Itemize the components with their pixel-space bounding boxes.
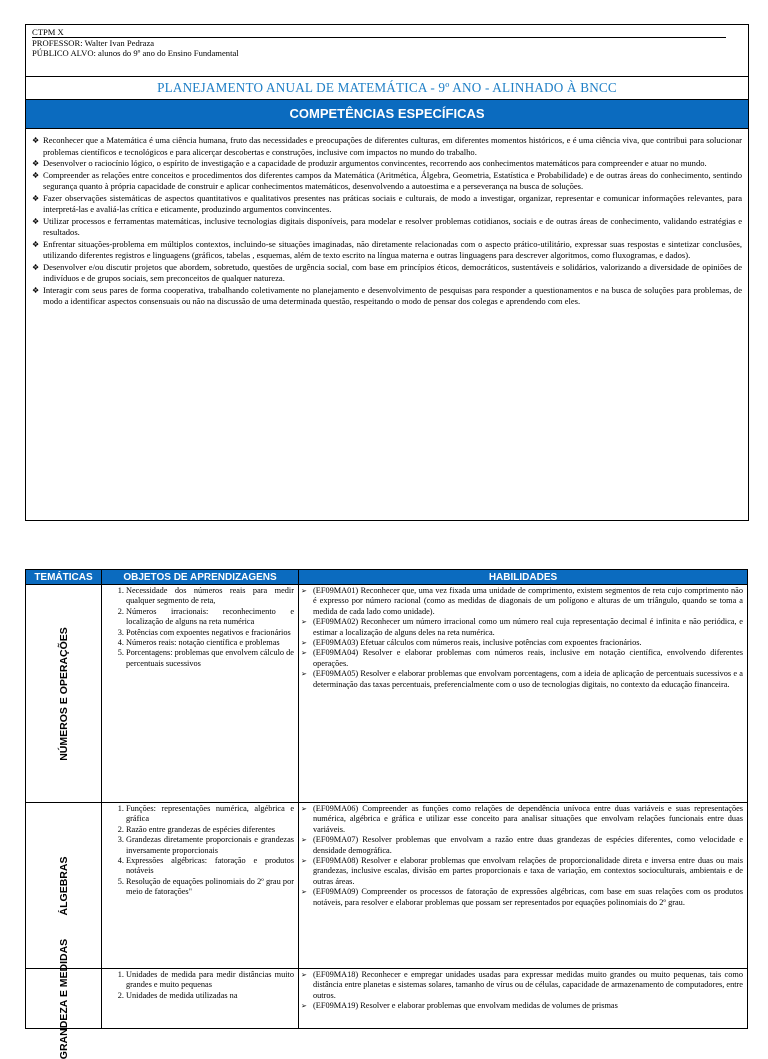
- objeto-item: 4. Expressões algébricas: fatoração e produtos notáveis: [126, 856, 294, 877]
- objeto-item: 5. Porcentagens: problemas que envolvem cálculo de percentuais sucessivos: [126, 648, 294, 669]
- habilidade-text: (EF09MA02) Reconhecer um número irracional como um número real cuja representação decimal é infinita e não periódica, e estimar a localização de alguns deles na reta numérica.: [313, 617, 743, 637]
- target-audience: PÚBLICO ALVO: alunos do 9º ano do Ensino Fundamental: [32, 48, 239, 58]
- diamond-bullet-icon: ❖: [32, 136, 40, 145]
- header-objetos: OBJETOS DE APRENDIZAGENS: [102, 570, 299, 585]
- arrow-bullet-icon: ➢: [301, 888, 307, 897]
- diamond-bullet-icon: ❖: [32, 193, 40, 203]
- habilidade-text: (EF09MA09) Compreender os processos de fatoração de expressões algébricas, com base em suas relações com os produtos notáveis, para resolver e elaborar problemas que possam ser representados por equações polinomiais do 2º grau.: [313, 887, 743, 907]
- competencia-text: Desenvolver e/ou discutir projetos que abordem, sobretudo, questões de urgência social, com base em princípios éticos, democráticos, sustentáveis e solidários, valorizando a diversidade de opiniões de indivíduos e de grupos sociais, sem preconceitos de qualquer natureza.: [43, 261, 742, 283]
- arrow-bullet-icon: ➢: [301, 587, 307, 595]
- habilidades-cell: [299, 585, 748, 803]
- habilidade-item: [301, 970, 743, 1001]
- habilidades-cell: [299, 803, 748, 969]
- diamond-bullet-icon: ❖: [32, 239, 40, 249]
- diamond-bullet-icon: ❖: [32, 216, 40, 226]
- habilidade-item: [301, 804, 743, 835]
- competencias-page: [25, 24, 749, 521]
- arrow-bullet-icon: ➢: [301, 649, 307, 658]
- habilidade-item: [301, 835, 743, 856]
- objeto-item: 1. Unidades de medida para medir distâncias muito grandes e muito pequenas: [126, 970, 294, 991]
- competencias-heading: COMPETÊNCIAS ESPECÍFICAS: [26, 100, 748, 129]
- tematica-cell: [26, 585, 102, 803]
- objeto-item: 2. Números irracionais: reconhecimento e localização de alguns na reta numérica: [126, 607, 294, 628]
- competencia-item: [32, 216, 742, 239]
- table-body: [26, 585, 748, 1059]
- competencias-list: [26, 129, 748, 308]
- table-row: [26, 585, 748, 803]
- objeto-item: 3. Potências com expoentes negativos e fracionários: [126, 628, 294, 638]
- objeto-item: 2. Unidades de medida utilizadas na: [126, 991, 294, 1001]
- arrow-bullet-icon: ➢: [301, 618, 307, 627]
- objeto-item: 2. Razão entre grandezas de espécies diferentes: [126, 825, 294, 835]
- competencia-text: Utilizar processos e ferramentas matemáticas, inclusive tecnologias digitais disponíveis, para modelar e resolver problemas cotidianos, sociais e de outras áreas de conhecimento, validando estratégias e resultados.: [43, 215, 742, 237]
- competencia-item: [32, 135, 742, 158]
- school-name: CTPM X: [32, 27, 726, 38]
- habilidade-text: (EF09MA19) Resolver e elaborar problemas que envolvam medidas de volumes de prismas: [313, 1001, 618, 1011]
- header-tematicas: TEMÁTICAS: [26, 570, 102, 585]
- habilidade-text: (EF09MA18) Reconhecer e empregar unidades usadas para expressar medidas muito grandes ou muito pequenas, tais como distância entre planetas e sistemas solares, tamanho de vírus ou de células, capacidade de armazenamento de computadores, entre outros.: [313, 970, 743, 1000]
- arrow-bullet-icon: ➢: [301, 836, 307, 845]
- table-row: [26, 803, 748, 969]
- habilidade-item: [301, 887, 743, 908]
- competencia-text: Enfrentar situações-problema em múltiplos contextos, incluindo-se situações imaginadas, não diretamente relacionadas com o aspecto prático-utilitário, expressar suas respostas e sintetizar conclusões, utilizando diferentes registros e linguagens (gráficos, tabelas , esquemas, além de texto escrito na língua materna e outras linguagens para descrever algoritmos, como fluxogramas, e dados).: [43, 238, 742, 260]
- habilidade-text: (EF09MA07) Resolver problemas que envolvam a razão entre duas grandezas de espécies diferentes, como velocidade e densidade demográfica.: [313, 835, 743, 855]
- professor-name: PROFESSOR: Walter Ivan Pedraza: [32, 38, 155, 48]
- habilidade-text: (EF09MA03) Efetuar cálculos com números reais, inclusive potências com expoentes fracionários.: [313, 638, 642, 648]
- habilidade-text: (EF09MA01) Reconhecer que, uma vez fixada uma unidade de comprimento, existem segmentos de reta cujo comprimento não é expresso por número racional (como as medidas de diagonais de um polígono e alturas de um triângulo, quando se toma a medida de cada lado como unidade).: [313, 586, 743, 616]
- objeto-item: 4. Números reais: notação científica e problemas: [126, 638, 294, 648]
- document-header: [26, 25, 748, 77]
- diamond-bullet-icon: ❖: [32, 159, 40, 168]
- objetos-cell: [102, 969, 299, 1029]
- habilidade-item: [301, 617, 743, 638]
- tematica-label: ÁLGEBRAS: [57, 856, 70, 915]
- objeto-item: 5. Resolução de equações polinomiais do 2º grau por meio de fatorações": [126, 877, 294, 898]
- habilidade-text: (EF09MA05) Resolver e elaborar problemas que envolvam porcentagens, com a ideia de aplicação de percentuais sucessivos e a determinação das taxas percentuais, preferencialmente com o uso de tecnologias digitais, no contexto da educação financeira.: [313, 669, 743, 689]
- objetos-cell: [102, 803, 299, 969]
- objeto-item: 1. Necessidade dos números reais para medir qualquer segmento de reta,: [126, 586, 294, 607]
- habilidade-item: [301, 669, 743, 690]
- objetos-cell: [102, 585, 299, 803]
- tematica-label: GRANDEZA E MEDIDAS: [57, 938, 70, 1059]
- table-row: [26, 969, 748, 1029]
- habilidade-item: [301, 1001, 743, 1011]
- diamond-bullet-icon: ❖: [32, 170, 40, 180]
- arrow-bullet-icon: ➢: [301, 1002, 307, 1011]
- competencia-text: Desenvolver o raciocínio lógico, o espírito de investigação e a capacidade de produzir argumentos convincentes, recorrendo aos conhecimentos matemáticos para compreender e atuar no mundo.: [43, 158, 707, 168]
- objeto-item: 1. Funções: representações numérica, algébrica e gráfica: [126, 804, 294, 825]
- competencia-item: [32, 158, 742, 170]
- arrow-bullet-icon: ➢: [301, 670, 307, 679]
- habilidade-item: [301, 648, 743, 669]
- competencia-item: [32, 262, 742, 285]
- competencia-text: Reconhecer que a Matemática é uma ciência humana, fruto das necessidades e preocupações de diferentes culturas, em diferentes momentos históricos, e é uma ciência viva, que contribui para solucionar problemas científicos e tecnológicos e para alicerçar descobertas e construções, inclusive com impactos no mundo do trabalho.: [43, 135, 742, 157]
- arrow-bullet-icon: ➢: [301, 971, 307, 979]
- plan-title: PLANEJAMENTO ANUAL DE MATEMÁTICA - 9º ANO - ALINHADO À BNCC: [26, 77, 748, 100]
- competencia-text: Interagir com seus pares de forma cooperativa, trabalhando coletivamente no planejamento e desenvolvimento de pesquisas para responder a questionamentos e na busca de soluções para problemas, de modo a identificar aspectos consensuais ou não na discussão de uma determinada questão, respeitando o modo de pensar dos colegas e aprendendo com eles.: [43, 284, 742, 306]
- diamond-bullet-icon: ❖: [32, 285, 40, 295]
- habilidades-cell: [299, 969, 748, 1029]
- objeto-item: 3. Grandezas diretamente proporcionais e grandezas inversamente proporcionais: [126, 835, 294, 856]
- table-header-row: [26, 570, 748, 585]
- competencia-item: [32, 239, 742, 262]
- habilidade-text: (EF09MA04) Resolver e elaborar problemas com números reais, inclusive em notação científica, envolvendo diferentes operações.: [313, 648, 743, 668]
- competencia-text: Compreender as relações entre conceitos e procedimentos dos diferentes campos da Matemática (Aritmética, Álgebra, Geometria, Estatística e Probabilidade) e de outras áreas do conhecimento, sentindo segurança quanto à própria capacidade de construir e aplicar conhecimentos matemáticos, desenvolvendo a autoestima e a perseverança na busca de soluções.: [43, 169, 742, 191]
- arrow-bullet-icon: ➢: [301, 639, 307, 648]
- habilidade-item: [301, 586, 743, 617]
- habilidade-item: [301, 638, 743, 648]
- competencia-text: Fazer observações sistemáticas de aspectos quantitativos e qualitativos presentes nas práticas sociais e culturais, de modo a investigar, organizar, representar e comunicar informações relevantes, para interpretá-las e avaliá-las crítica e eticamente, produzindo argumentos convincentes.: [43, 192, 742, 214]
- competencia-item: [32, 170, 742, 193]
- header-habilidades: HABILIDADES: [299, 570, 748, 585]
- tematica-label: NÚMEROS E OPERAÇÕES: [57, 626, 70, 761]
- tematica-cell: [26, 938, 102, 1059]
- competencia-item: [32, 285, 742, 308]
- curriculum-table: [25, 569, 748, 1059]
- arrow-bullet-icon: ➢: [301, 857, 307, 866]
- habilidade-text: (EF09MA08) Resolver e elaborar problemas que envolvam relações de proporcionalidade direta e inversa entre duas ou mais grandezas, inclusive escalas, divisão em partes proporcionais e taxa de variação, em contextos socioculturais, ambientais e de outras áreas.: [313, 856, 743, 886]
- competencia-item: [32, 193, 742, 216]
- habilidade-item: [301, 856, 743, 887]
- habilidade-text: (EF09MA06) Compreender as funções como relações de dependência unívoca entre duas variáveis e suas representações numérica, algébrica e gráfica e utilizar esse conceito para analisar situações que envolvam relações funcionais entre duas variáveis.: [313, 804, 743, 834]
- arrow-bullet-icon: ➢: [301, 805, 307, 813]
- diamond-bullet-icon: ❖: [32, 262, 40, 272]
